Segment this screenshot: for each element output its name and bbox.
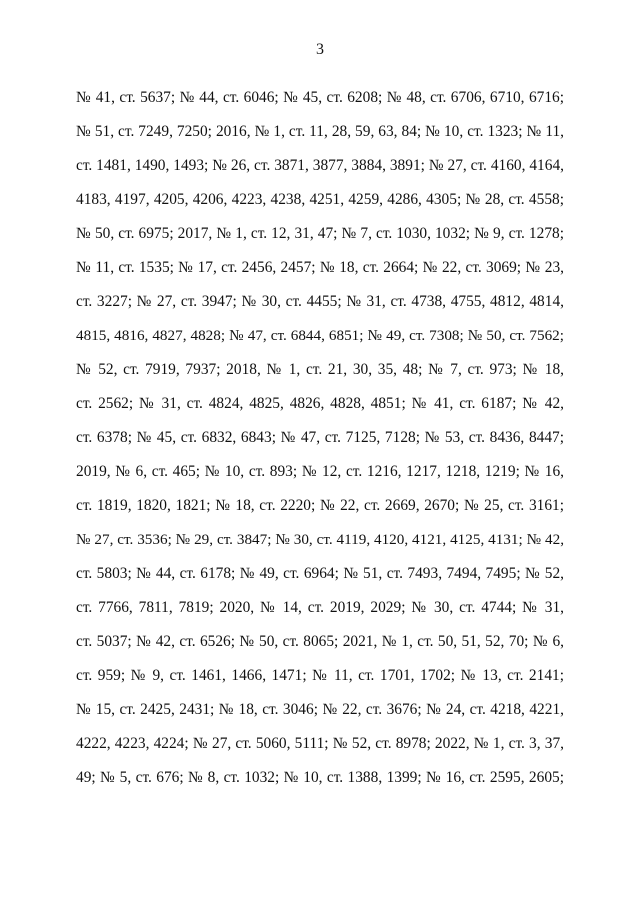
page-number: 3	[316, 41, 324, 58]
text-line: № 51, ст. 7249, 7250; 2016, № 1, ст. 11, 28, 59, 63, 84; № 10, ст. 1323; № 11,	[76, 123, 564, 140]
text-line: ст. 3227; № 27, ст. 3947; № 30, ст. 4455; № 31, ст. 4738, 4755, 4812, 4814,	[76, 293, 564, 310]
text-line: 4222, 4223, 4224; № 27, ст. 5060, 5111; № 52, ст. 8978; 2022, № 1, ст. 3, 37,	[76, 735, 564, 752]
text-line: ст. 5803; № 44, ст. 6178; № 49, ст. 6964; № 51, ст. 7493, 7494, 7495; № 52,	[76, 565, 564, 582]
text-line: ст. 5037; № 42, ст. 6526; № 50, ст. 8065; 2021, № 1, ст. 50, 51, 52, 70; № 6,	[76, 633, 564, 650]
text-line: ст. 7766, 7811, 7819; 2020, № 14, ст. 2019, 2029; № 30, ст. 4744; № 31,	[76, 599, 564, 616]
text-line: 2019, № 6, ст. 465; № 10, ст. 893; № 12, ст. 1216, 1217, 1218, 1219; № 16,	[76, 463, 564, 480]
text-line: ст. 2562; № 31, ст. 4824, 4825, 4826, 4828, 4851; № 41, ст. 6187; № 42,	[76, 395, 564, 412]
text-line: № 52, ст. 7919, 7937; 2018, № 1, ст. 21, 30, 35, 48; № 7, ст. 973; № 18,	[76, 361, 564, 378]
text-line: № 27, ст. 3536; № 29, ст. 3847; № 30, ст. 4119, 4120, 4121, 4125, 4131; № 42,	[76, 531, 564, 548]
text-line: № 15, ст. 2425, 2431; № 18, ст. 3046; № 22, ст. 3676; № 24, ст. 4218, 4221,	[76, 701, 564, 718]
text-line: 49; № 5, ст. 676; № 8, ст. 1032; № 10, ст. 1388, 1399; № 16, ст. 2595, 2605;	[76, 769, 564, 786]
text-line: ст. 6378; № 45, ст. 6832, 6843; № 47, ст. 7125, 7128; № 53, ст. 8436, 8447;	[76, 429, 564, 446]
text-line: № 11, ст. 1535; № 17, ст. 2456, 2457; № 18, ст. 2664; № 22, ст. 3069; № 23,	[76, 259, 564, 276]
text-line: ст. 1819, 1820, 1821; № 18, ст. 2220; № 22, ст. 2669, 2670; № 25, ст. 3161;	[76, 497, 564, 514]
text-line: № 41, ст. 5637; № 44, ст. 6046; № 45, ст. 6208; № 48, ст. 6706, 6710, 6716;	[76, 89, 564, 106]
document-body	[76, 88, 564, 802]
text-line: 4183, 4197, 4205, 4206, 4223, 4238, 4251, 4259, 4286, 4305; № 28, ст. 4558;	[76, 191, 564, 208]
text-line: № 50, ст. 6975; 2017, № 1, ст. 12, 31, 47; № 7, ст. 1030, 1032; № 9, ст. 1278;	[76, 225, 564, 242]
text-line: ст. 1481, 1490, 1493; № 26, ст. 3871, 3877, 3884, 3891; № 27, ст. 4160, 4164,	[76, 157, 564, 174]
text-line: 4815, 4816, 4827, 4828; № 47, ст. 6844, 6851; № 49, ст. 7308; № 50, ст. 7562;	[76, 327, 564, 344]
text-line: ст. 959; № 9, ст. 1461, 1466, 1471; № 11, ст. 1701, 1702; № 13, ст. 2141;	[76, 667, 564, 684]
